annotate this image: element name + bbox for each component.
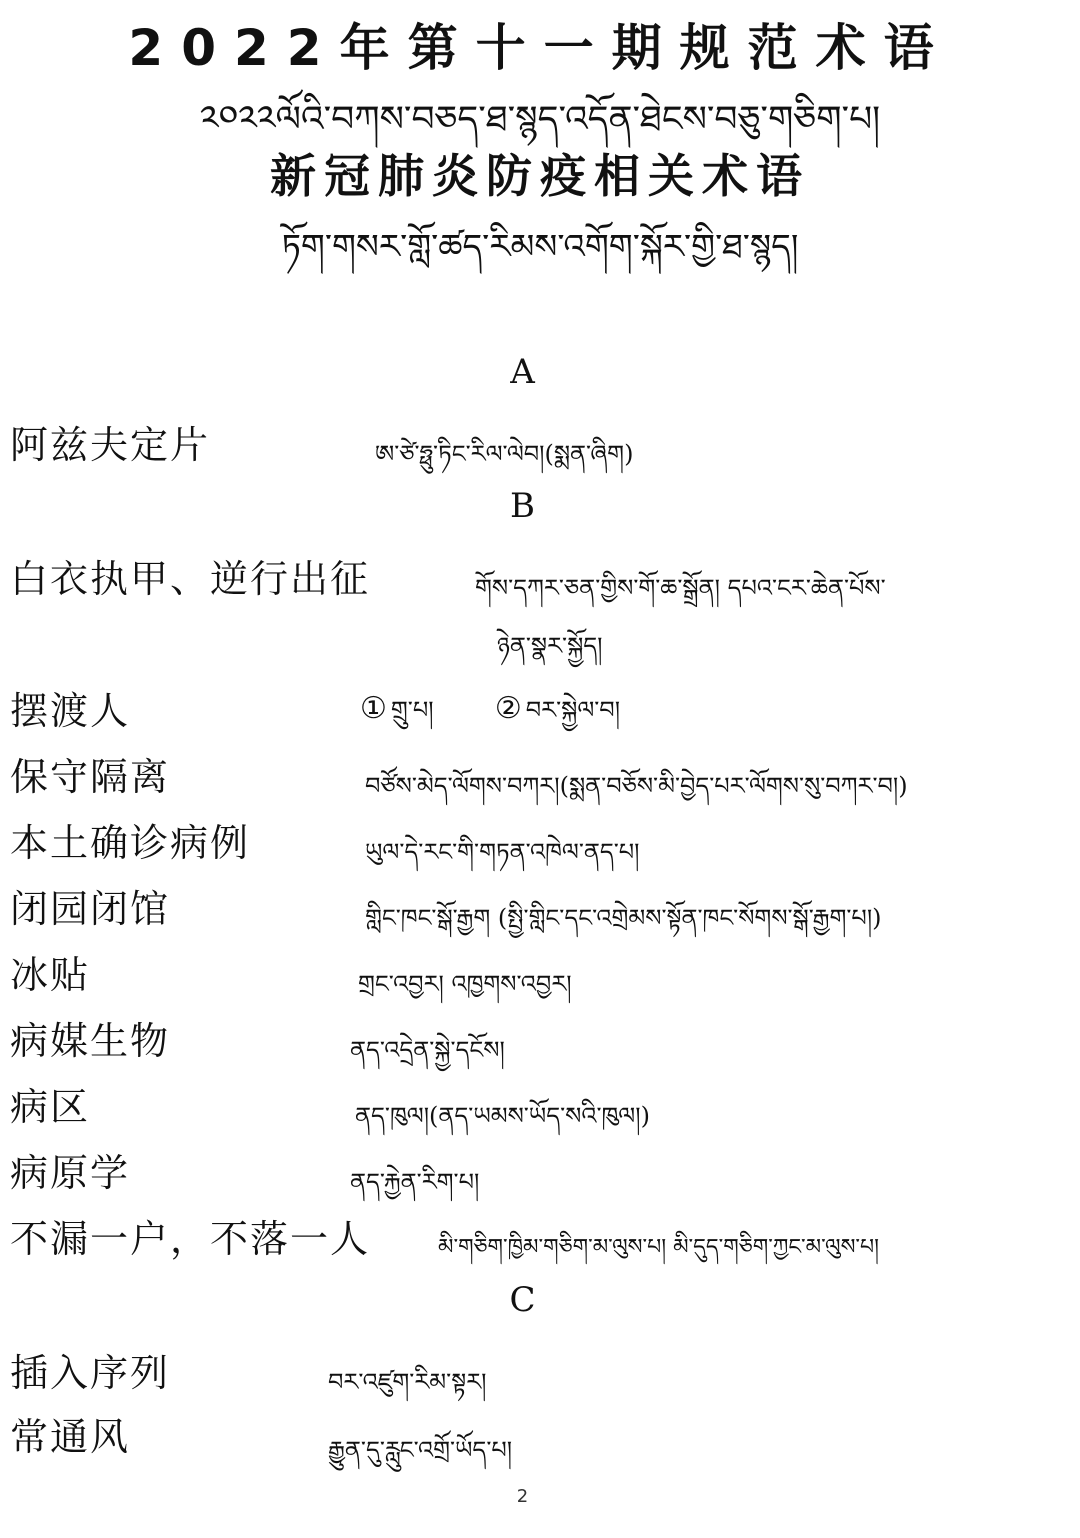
term-chinese: 插入序列 — [10, 1351, 171, 1395]
term-chinese: 不漏一户，不落一人 — [10, 1217, 371, 1261]
term-tibetan: གྲང་འབྱར། འཁྱགས་འབྱར། — [358, 970, 572, 998]
term-chinese: 白衣执甲、逆行出征 — [10, 557, 371, 601]
term-tibetan: ཡུལ་དེ་རང་གི་གཏན་འཁེལ་ནད་པ། — [365, 838, 640, 866]
term-tibetan: ནད་འདྲེན་སྐྱེ་དངོས། — [350, 1036, 505, 1064]
term-chinese: 摆渡人 — [10, 689, 131, 733]
term-tibetan: ནད་ཁུལ།(ནད་ཡམས་ཡོད་སའི་ཁུལ།) — [355, 1102, 650, 1130]
sense-text: བར་སྐྱེལ་བ། — [525, 696, 621, 724]
term-chinese: 本土确诊病例 — [10, 821, 251, 865]
term-tibetan: བཙོས་མེད་ལོགས་བཀར།(སྨན་བཅོས་མི་བྱེད་པར་ལོགས་སུ་བཀར་བ།) — [365, 772, 908, 800]
section-letter-a: A — [510, 352, 535, 392]
term-chinese: 保守隔离 — [10, 755, 171, 799]
term-chinese: 病区 — [10, 1085, 91, 1129]
term-chinese: 病媒生物 — [10, 1019, 171, 1063]
term-tibetan: གླིང་ཁང་སྒོ་རྒྱག (སྤྱི་གླིང་དང་འགྲེམས་སྟོན་ཁང་སོགས་སྒོ་རྒྱག་པ།) — [365, 904, 882, 932]
page-title-tibetan: ༢༠༢༢ལོའི་བཀས་བཅད་ཐ་སྙད་འདོན་ཐེངས་བཅུ་གཅིག་པ། — [199, 99, 881, 140]
term-tibetan: གོས་དཀར་ཅན་གྱིས་གོ་ཆ་སྒྲོན། དཔའ་ངར་ཆེན་པོས་ — [475, 574, 886, 602]
term-tibetan: རྒྱུན་དུ་རླུང་འགྲོ་ཡོད་པ། — [328, 1436, 513, 1464]
term-chinese: 常通风 — [10, 1415, 131, 1459]
term-chinese: 病原学 — [10, 1151, 131, 1195]
page-subtitle: 新冠肺炎防疫相关术语 — [270, 149, 810, 203]
section-letter-c: C — [509, 1280, 536, 1320]
sense-number: ① — [360, 691, 387, 726]
page-title: 2022年第十一期规范术语 — [128, 19, 952, 77]
term-tibetan: མི་གཅིག་ཁྱིམ་གཅིག་མ་ལུས་པ། མི་དུད་གཅིག་ཀྱང་མ་ལུས་པ། — [438, 1235, 880, 1260]
term-tibetan: ཨ་ཙེ་ཧྥུ་ཏིང་རིལ་ལེབ།(སྨན་ཞིག) — [375, 440, 634, 468]
term-chinese: 阿兹夫定片 — [10, 423, 211, 467]
term-chinese: 冰贴 — [10, 953, 91, 997]
page-subtitle-tibetan: ཏོག་གསར་གློ་ཚད་རིམས་འགོག་སྐོར་གྱི་ཐ་སྙད། — [281, 227, 799, 267]
term-tibetan-continued: ཉེན་སྣར་སྐྱོད། — [497, 632, 603, 660]
term-chinese: 闭园闭馆 — [10, 887, 171, 931]
page-number: 2 — [516, 1486, 529, 1507]
sense-text: གྲུ་པ། — [390, 696, 434, 724]
term-tibetan: བར་འཛུག་རིམ་སྟར། — [328, 1368, 487, 1396]
term-tibetan — [360, 684, 620, 751]
term-tibetan: ནད་རྐྱེན་རིག་པ། — [350, 1168, 480, 1196]
sense-number: ② — [494, 691, 522, 726]
section-letter-b: B — [510, 486, 535, 526]
